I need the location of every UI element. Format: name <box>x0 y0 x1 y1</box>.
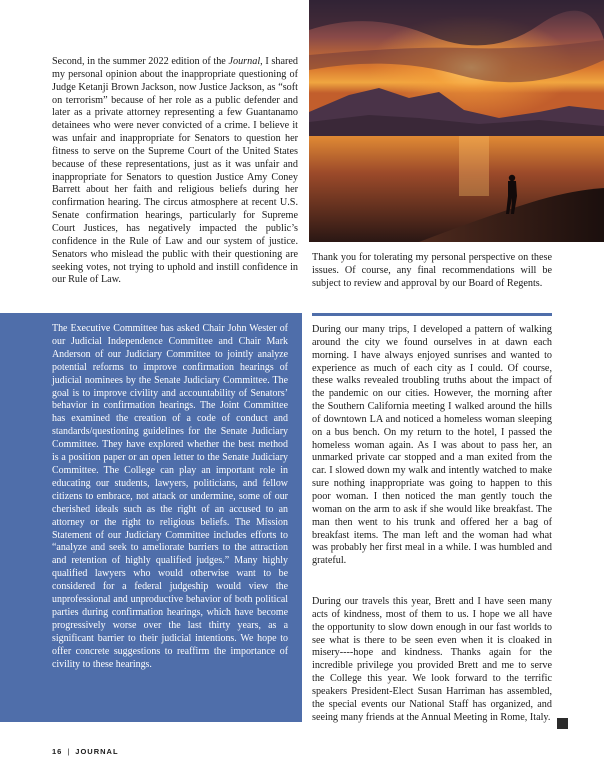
publication-name: JOURNAL <box>75 747 119 756</box>
sunset-photo <box>309 0 604 242</box>
page-number: 16 <box>52 747 63 756</box>
journal-title-italic: Journal <box>228 56 261 67</box>
acts-of-kindness-paragraph: During our travels this year, Brett and I have seen many acts of kindness, most of them to us. I hope we all have the opportunity to slow down enough in our fast worlds to see what is there to be seen even when it is cloaked in misery----hope and kindness. Thanks again for the incredible privilege you provided Brett and me to serve the College this year. We look forward to the terrific speakers President-Elect Susan Harriman has assembled, the special events our National Staff has organized, and seeing many friends at the Annual Meeting in Rome, Italy. <box>312 596 552 723</box>
left-paragraph-start: Second, in the summer 2022 edition of the <box>52 56 229 67</box>
callout-text: The Executive Committee has asked Chair John Wester of our Judicial Independence Committee and Chair Mark Anderson of our Judiciary Committee to jointly analyze potential reforms to improve confirmation hearings of judicial nominees by the Senate Judiciary Committee. The goal is to improve civility and accountability of Senators’ behavior in confirmation hearings. The Joint Committee has examined the creation of a code of conduct and standards/questioning guidelines for the Senate Judiciary Committee. They have explored whether the best method is a position paper or an open letter to the Senate Judiciary Committee. The College can play an important role in educating our students, lawyers, politicians, and fellow citizens to embrace, not attack or undermine, some of our cherished ideals such as the right of an accused to an attorney or the right to religious beliefs. The Mission Statement of our Judiciary Committee includes efforts to “analyze and seek to ameliorate barriers to the attraction and retention of highly qualified judges.” Many highly qualified lawyers who would otherwise want to be considered for a federal judgeship would view the unprofessional and unproductive behavior of both political parties during confirmation hearings, which have become progressively worse over the last thirty years, as a significant barrier to their judicial intentions. We hope to offer concrete suggestions to reaffirm the importance of civility to these hearings. <box>52 323 288 670</box>
footer-separator: | <box>67 747 71 756</box>
page-footer <box>52 747 119 756</box>
dawn-walks-paragraph: During our many trips, I developed a pattern of walking around the city we found ourselves in at dawn each morning. I have always enjoyed sunrises and wanted to experience as much of each city as I could. Of course, these walks revealed troubling truths about the impact of the pandemic on our cities. However, the morning after the Southern California meeting I walked around the hills of downtown LA and noticed a homeless woman sleeping on a bus bench. On my return to the hotel, I passed the homeless woman again. As I was about to pass her, an unmarked private car stopped and a man exited from the car. I slowed down my walk and intently watched to make sure nothing inappropriate was going to happen to this poor woman. I then noticed the man gently touch the woman on the arm to ask if she would like breakfast. The man then went to his trunk and offered her a bag of breakfast items. The man left and the woman had what was probably her first meal in a while. I was humbled and grateful. <box>312 324 552 567</box>
left-column-paragraph <box>52 56 298 287</box>
end-of-article-mark <box>557 718 568 729</box>
left-paragraph-rest: , I shared my personal opinion about the inappropriate questioning of Judge Ketanji Brown Jackson, now Justice Jackson, as “soft on terrorism” because of her role as a public defender and later as a private attorney representing a few Guantanamo detainees who were never convicted of a crime. I believe it was unfair and inappropriate for Senators to question her fitness to serve on the Supreme Court of the United States because of these representations, just as it was unfair and inappropriate for Senators to question Justice Amy Coney Barrett about her faith and religious beliefs during her confirmation hearing. The circus atmosphere at recent U.S. Senate confirmation hearings, particularly for Supreme Court Justices, has negatively impacted the public’s confidence in the Rule of Law and our system of justice. Senators who mislead the public with their questioning are seeking votes, not trying to uphold and instill confidence in our Rule of Law. <box>52 56 298 286</box>
closing-remarks-paragraph: Thank you for tolerating my personal perspective on these issues. Of course, any final recommendations will be subject to review and approval by our Board of Regents. <box>312 252 552 289</box>
section-divider <box>312 313 552 316</box>
executive-committee-callout-box <box>0 313 302 722</box>
